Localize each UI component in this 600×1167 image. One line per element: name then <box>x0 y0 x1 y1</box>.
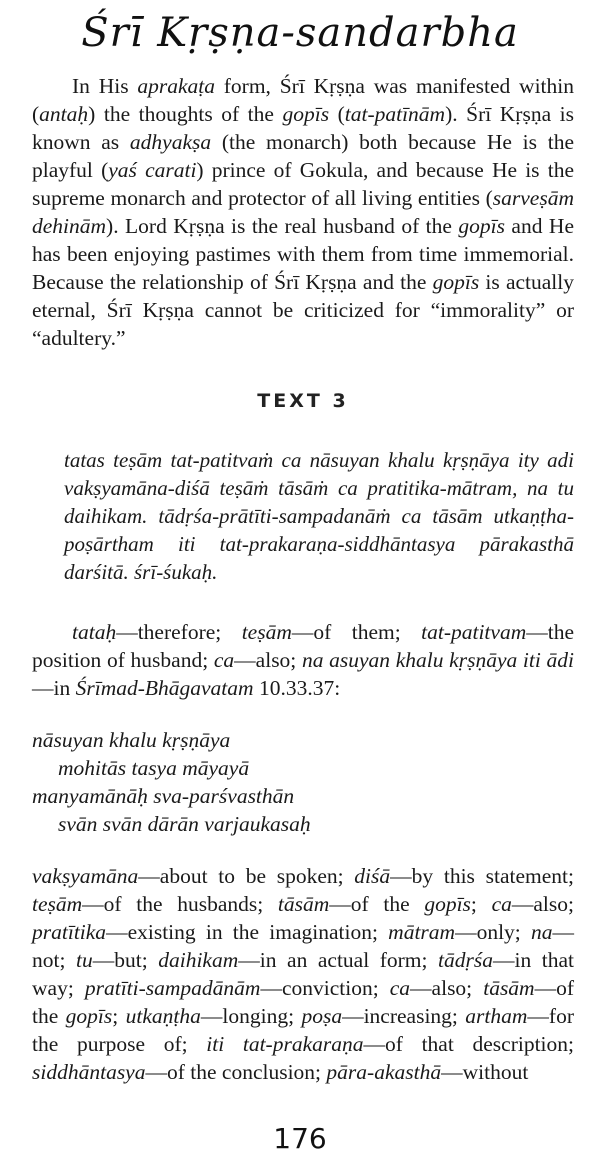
intro-paragraph: In His aprakaṭa form, Śrī Kṛṣṇa was manifested within (antaḥ) the thoughts of the gopīs (tat-patīnām). Śrī Kṛṣṇa is known as adhyakṣa (the monarch) both because He is the playful (yaś carati) prince of Gokula, and because He is the supreme monarch and protector of all living entities (sarveṣām dehinām). Lord Kṛṣṇa is the real husband of the gopīs and He has been enjoying pastimes with them from time immemorial. Because the relationship of Śrī Kṛṣṇa and the gopīs is actually eternal, Śrī Kṛṣṇa cannot be criticized for “immorality” or “adultery.” <box>32 74 574 350</box>
italic-term: teṣām <box>32 892 83 916</box>
italic-term: artham <box>465 1004 528 1028</box>
italic-term: teṣām <box>241 620 292 644</box>
verse-line: mohitās tasya māyayā <box>58 756 250 780</box>
italic-term: gopīs <box>424 892 471 916</box>
italic-term: gopīs <box>282 102 330 126</box>
italic-term: daihikam <box>158 948 239 972</box>
italic-term: mātram <box>388 920 456 944</box>
italic-term: aprakaṭa <box>137 74 215 98</box>
italic-term: adhyakṣa <box>129 130 212 154</box>
italic-term: pāra-akasthā <box>326 1060 442 1084</box>
italic-term: yaś carati <box>108 158 197 182</box>
italic-term: iti tat-prakaraṇa <box>206 1032 364 1056</box>
italic-term: tāsām <box>483 976 535 1000</box>
italic-term: gopīs <box>432 270 480 294</box>
italic-term: siddhāntasya <box>32 1060 146 1084</box>
italic-term: vakṣyamāna <box>32 864 139 888</box>
italic-term: gopīs <box>458 214 505 238</box>
word-for-word: tataḥ—therefore; teṣām—of them; tat-patitvam—the position of husband; ca—also; na asuyan khalu kṛṣṇāya iti ādi—in Śrīmad-Bhāgavatam 10.33.37: <box>32 620 575 700</box>
page-body <box>32 72 574 1086</box>
italic-term: na <box>531 920 553 944</box>
italic-term: sarveṣām dehinām <box>32 186 574 238</box>
gloss-paragraph: vakṣyamāna—about to be spoken; diśā—by this statement; teṣām—of the husbands; tāsām—of the gopīs; ca—also; pratītika—existing in the imagination; mātram—only; na—not; tu—but; daihikam—in an actual form; tādṛśa—in that way; pratīti-sampadānām—conviction; ca—also; tāsām—of the gopīs; utkaṇṭha—longing; poṣa—increasing; artham—for the purpose of; iti tat-prakaraṇa—of that description; siddhāntasya—of the conclusion; pāra-akasthā—without <box>32 864 575 1084</box>
italic-term: tataḥ <box>72 620 117 644</box>
verse-quote <box>32 726 574 838</box>
italic-term: pratīti-sampadānām <box>84 976 261 1000</box>
italic-term: tu <box>76 948 93 972</box>
italic-term: ca <box>389 976 411 1000</box>
italic-term: Śrīmad-Bhāgavatam <box>75 676 254 700</box>
italic-term: poṣa <box>301 1004 343 1028</box>
italic-term: tādṛśa <box>438 948 494 972</box>
verse-line: svān svān dārān varjaukasaḥ <box>58 812 311 836</box>
page-title: Śrī Kṛṣṇa-sandarbha <box>81 10 519 56</box>
italic-term: na asuyan khalu kṛṣṇāya iti ādi <box>301 648 575 672</box>
italic-term: antaḥ <box>39 102 89 126</box>
italic-term: ca <box>491 892 512 916</box>
italic-term: diśā <box>354 864 391 888</box>
italic-term: tat-patīnām <box>344 102 446 126</box>
italic-term: tāsām <box>277 892 330 916</box>
italic-term: ca <box>213 648 235 672</box>
page-number: 176 <box>273 1122 327 1155</box>
italic-term: tat-patitvam <box>421 620 527 644</box>
italic-term: utkaṇṭha <box>125 1004 201 1028</box>
verse-line: manyamānāḥ sva-parśvasthān <box>32 784 295 808</box>
verse-line: nāsuyan khalu kṛṣṇāya <box>32 728 231 752</box>
italic-term: gopīs <box>65 1004 113 1028</box>
text-heading: TEXT 3 <box>257 390 349 412</box>
italic-term: pratītika <box>32 920 107 944</box>
page-header <box>0 0 600 68</box>
sanskrit-text: tatas teṣām tat-patitvaṁ ca nāsuyan khalu kṛṣṇāya ity adi vakṣyamāna-diśā teṣāṁ tāsāṁ ca pratitika-mātram, na tu daihikam. tādṛśa-prātīti-sampadanāṁ ca tāsām utkaṇṭha-poṣārtham iti tat-prakaraṇa-siddhāntasya pārakasthā darśitā. śrī-śukaḥ. <box>64 448 574 584</box>
